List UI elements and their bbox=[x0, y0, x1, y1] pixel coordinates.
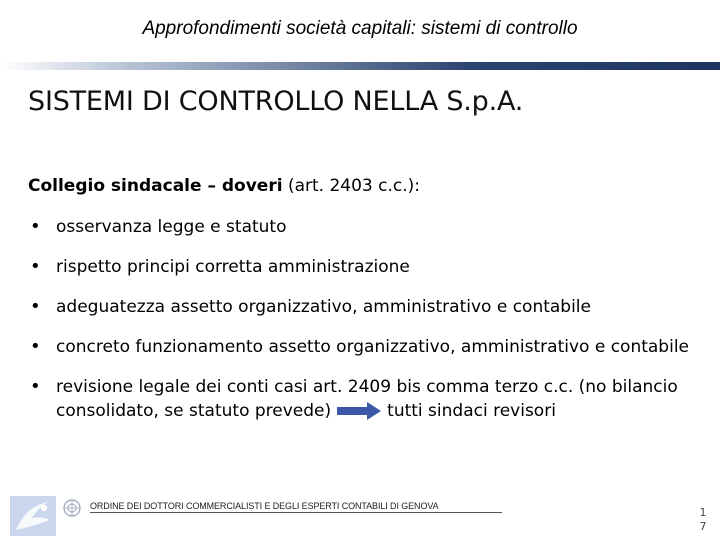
intro-bold-text: Collegio sindacale – doveri bbox=[28, 176, 283, 196]
header-title: Approfondimenti società capitali: sistemi di controllo bbox=[142, 18, 578, 39]
bullet-text: rispetto principi corretta amministrazione bbox=[56, 257, 410, 277]
bullet-text: revisione legale dei conti casi art. 2409 bis comma terzo c.c. (no bilancio consolidato, se statuto prevede) bbox=[56, 377, 678, 421]
bullet-text: osservanza legge e statuto bbox=[56, 217, 287, 237]
page-number-line2: 7 bbox=[699, 520, 707, 533]
page-number-line1: 1 bbox=[699, 506, 707, 519]
right-arrow-icon bbox=[337, 402, 381, 420]
bullet-text-after-arrow: tutti sindaci revisori bbox=[387, 401, 556, 421]
bullet-item bbox=[28, 255, 698, 279]
bullet-dot-icon: • bbox=[30, 376, 41, 397]
bullet-item bbox=[28, 295, 698, 319]
bullet-dot-icon: • bbox=[30, 256, 41, 277]
footer-organization: ORDINE DEI DOTTORI COMMERCIALISTI E DEGLI ESPERTI CONTABILI DI GENOVA bbox=[90, 501, 439, 511]
bullet-text: adeguatezza assetto organizzativo, amministrativo e contabile bbox=[56, 297, 591, 317]
bullet-item bbox=[28, 215, 698, 239]
intro-rest-text: (art. 2403 c.c.): bbox=[282, 176, 420, 196]
bullet-item bbox=[28, 335, 698, 359]
intro-line bbox=[28, 176, 420, 196]
bullet-dot-icon: • bbox=[30, 296, 41, 317]
bullet-dot-icon: • bbox=[30, 216, 41, 237]
bullet-dot-icon: • bbox=[30, 336, 41, 357]
bullet-text: concreto funzionamento assetto organizzativo, amministrativo e contabile bbox=[56, 337, 690, 357]
page-number bbox=[698, 506, 708, 534]
header-divider-bar bbox=[0, 62, 720, 70]
slide-title: SISTEMI DI CONTROLLO NELLA S.p.A. bbox=[28, 86, 524, 117]
order-logo-icon bbox=[10, 496, 56, 536]
footer-divider bbox=[90, 512, 502, 513]
bullet-list bbox=[28, 215, 698, 439]
emblem-icon bbox=[62, 498, 82, 518]
bullet-item bbox=[28, 375, 698, 423]
